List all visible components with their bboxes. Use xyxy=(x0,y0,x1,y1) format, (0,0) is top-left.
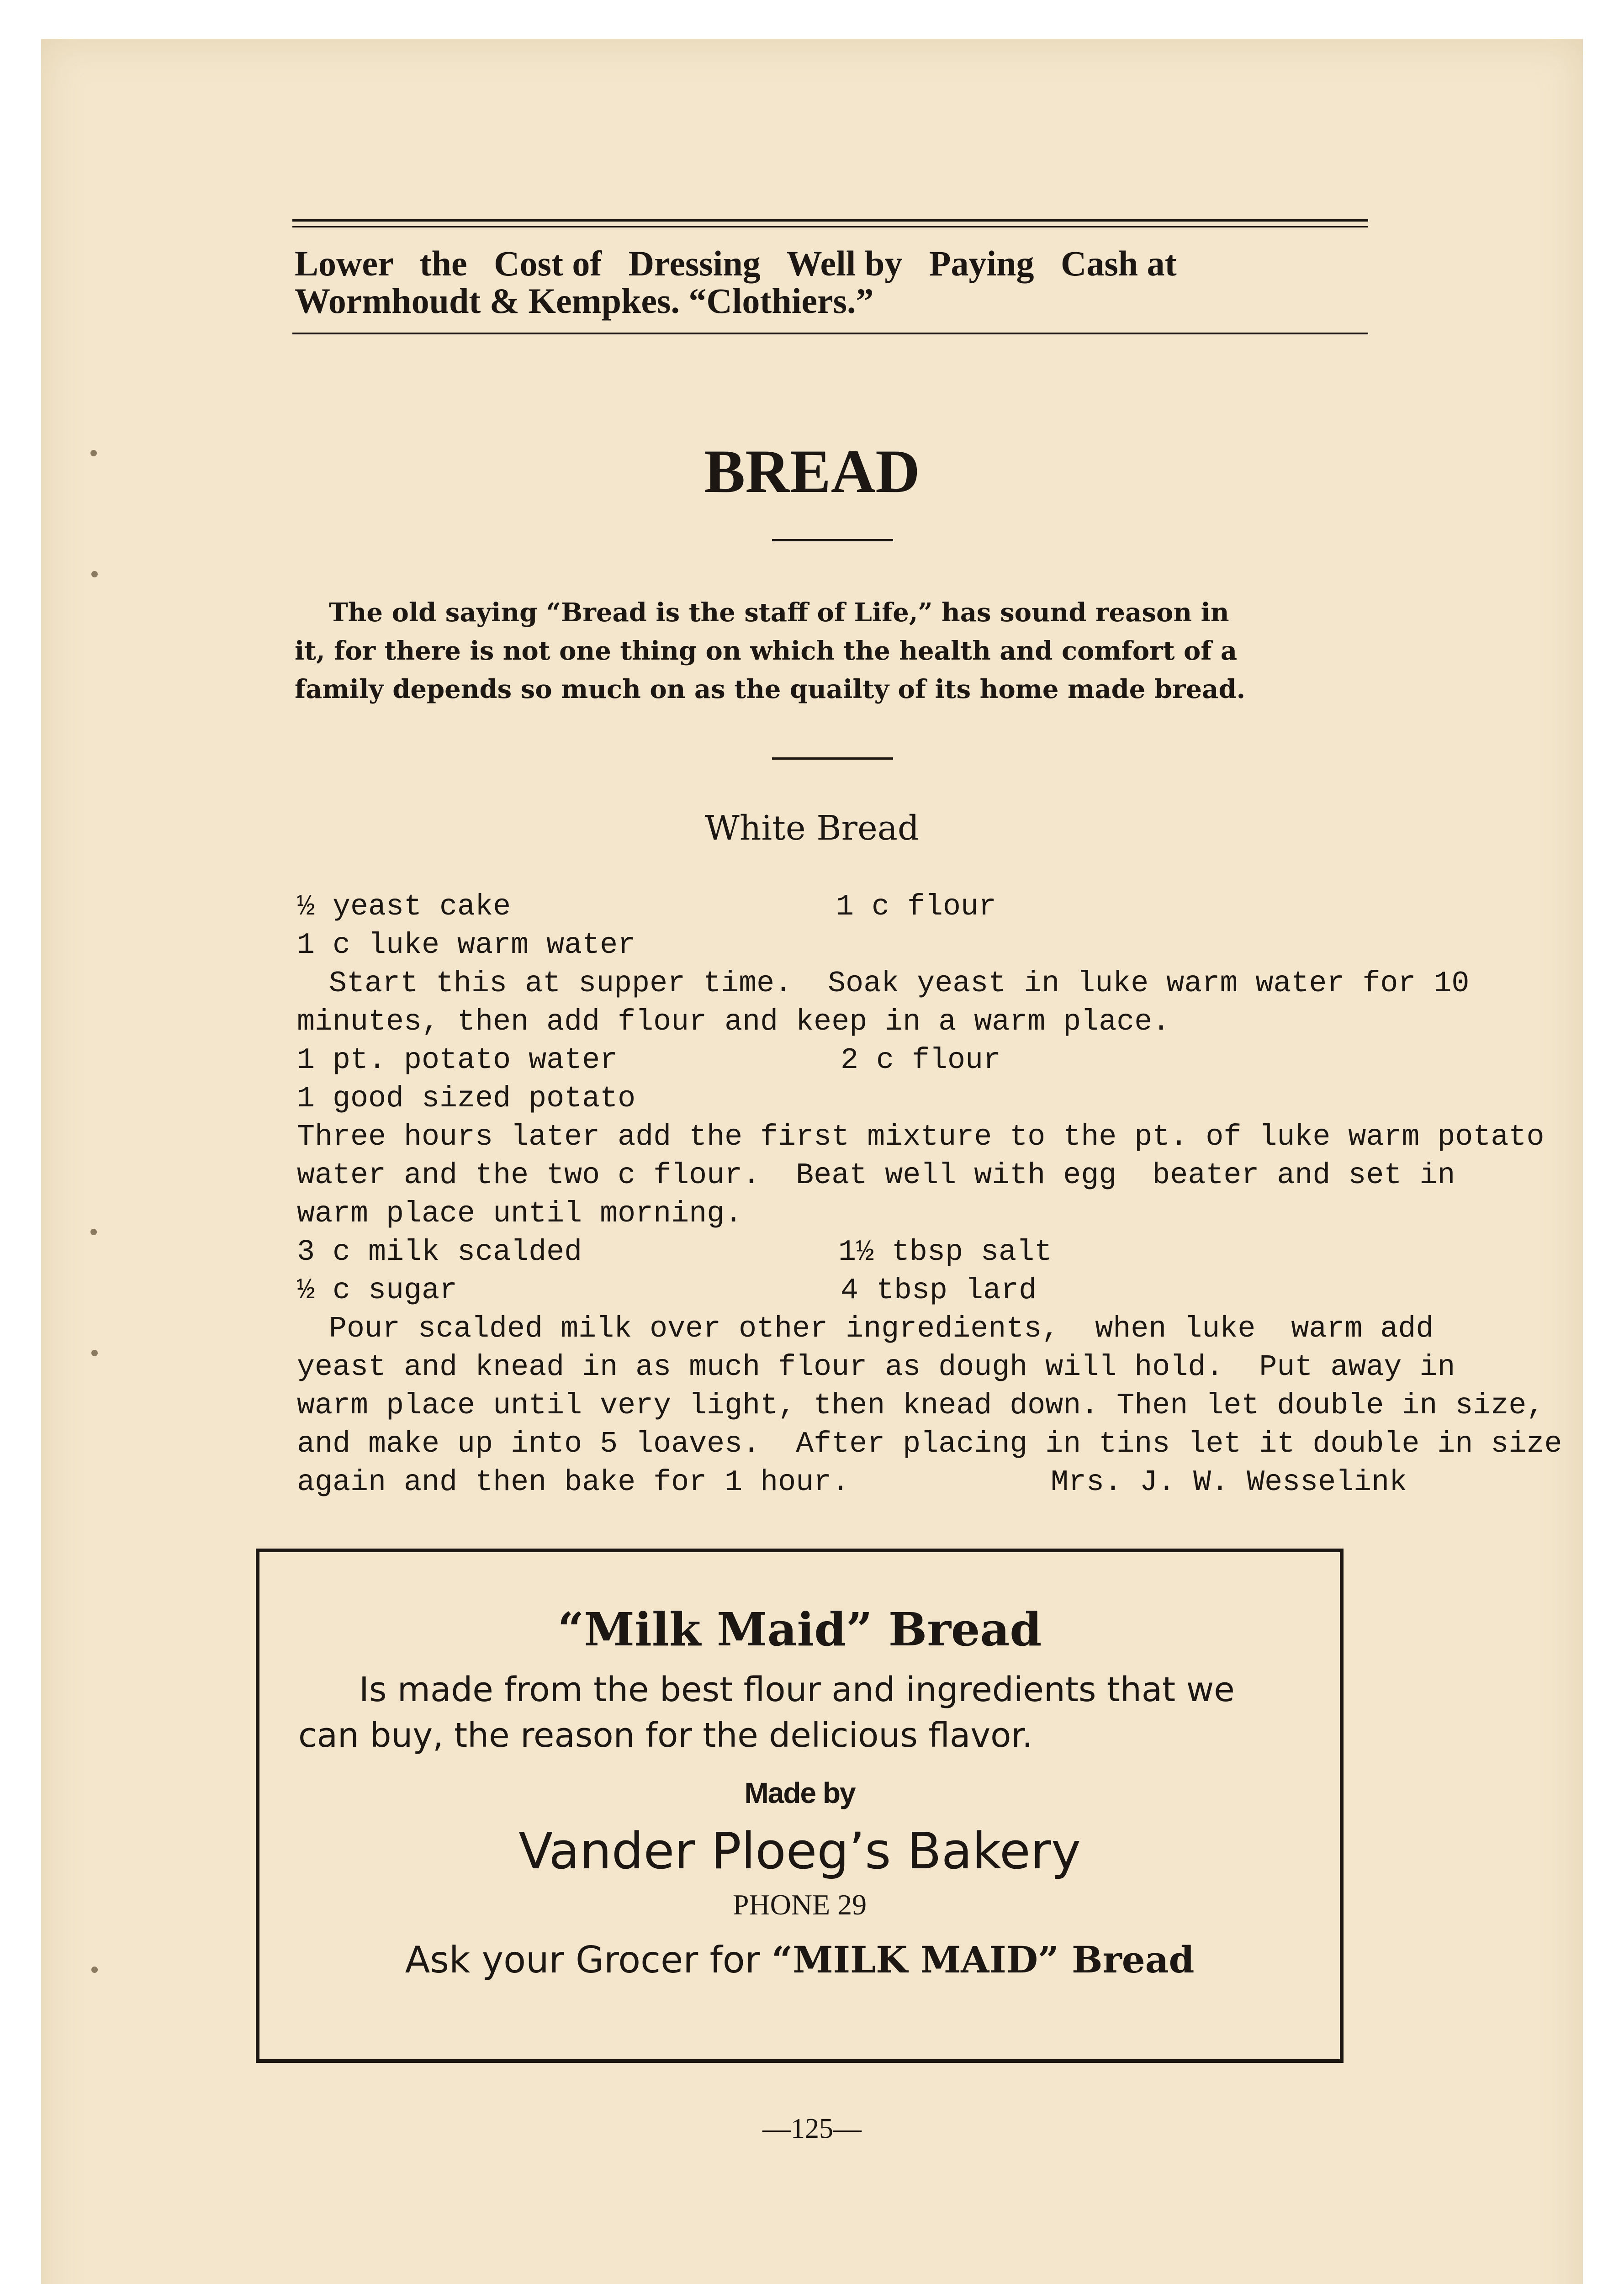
page-title: BREAD xyxy=(704,438,920,506)
advertisement-box xyxy=(256,1549,1344,2063)
recipe-title: White Bread xyxy=(704,809,920,848)
punch-hole xyxy=(91,571,98,577)
ad-bakery-name: Vander Ploeg’s Bakery xyxy=(518,1822,1081,1880)
header-top-rule xyxy=(292,219,1368,222)
ad-ask-prefix: Ask your Grocer for xyxy=(405,1939,772,1981)
ingredient: ½ c sugar xyxy=(297,1274,458,1307)
instruction-line: Start this at supper time. Soak yeast in luke warm water for 10 xyxy=(329,967,1470,1000)
ad-text-line-2: can buy, the reason for the delicious flavor. xyxy=(298,1716,1033,1755)
header-line-1: Lower the Cost of Dressing Well by Paying Cash at xyxy=(295,243,1177,283)
ingredient: 1 c luke warm water xyxy=(297,928,636,962)
intro-line-3: family depends so much on as the quailty of its home made bread. xyxy=(295,674,1246,704)
ad-made-by: Made by xyxy=(744,1776,855,1809)
ad-ask-line xyxy=(259,1938,1340,1981)
instruction-line: yeast and knead in as much flour as dough will hold. Put away in xyxy=(297,1350,1455,1384)
instruction-line: again and then bake for 1 hour. xyxy=(297,1465,850,1499)
ingredient: 1 c flour xyxy=(836,890,997,924)
title-divider xyxy=(772,539,893,541)
ingredient: 4 tbsp lard xyxy=(841,1274,1037,1307)
recipe-author: Mrs. J. W. Wesselink xyxy=(1051,1465,1407,1499)
instruction-line: warm place until morning. xyxy=(297,1197,743,1231)
intro-divider xyxy=(772,757,893,760)
ad-shadow-bottom xyxy=(260,2059,1344,2063)
ad-text-line-1: Is made from the best flour and ingredients that we xyxy=(359,1670,1235,1709)
intro-line-2: it, for there is not one thing on which the health and comfort of a xyxy=(295,636,1238,666)
instruction-line: water and the two c flour. Beat well with egg beater and set in xyxy=(297,1158,1455,1192)
intro-line-1: The old saying “Bread is the staff of Life,” has sound reason in xyxy=(329,597,1229,628)
ingredient: 2 c flour xyxy=(841,1043,1001,1077)
header-top-rule-2 xyxy=(292,226,1368,227)
instruction-line: and make up into 5 loaves. After placing in tins let it double in size xyxy=(297,1427,1562,1461)
instruction-line: minutes, then add flour and keep in a warm place. xyxy=(297,1005,1170,1039)
ad-title: “Milk Maid” Bread xyxy=(557,1602,1042,1656)
instruction-line: Pour scalded milk over other ingredients, when luke warm add xyxy=(329,1312,1434,1346)
punch-hole xyxy=(91,1967,98,1973)
ingredient: ½ yeast cake xyxy=(297,890,511,924)
punch-hole xyxy=(90,1229,97,1235)
ingredient: 1½ tbsp salt xyxy=(838,1235,1053,1269)
ingredient: 1 good sized potato xyxy=(297,1082,636,1116)
ingredient: 3 c milk scalded xyxy=(297,1235,582,1269)
header-line-2: Wormhoudt & Kempkes. “Clothiers.” xyxy=(295,281,874,321)
ad-ask-brand: “MILK MAID” Bread xyxy=(772,1938,1195,1981)
punch-hole xyxy=(91,1350,98,1356)
ad-phone: PHONE 29 xyxy=(732,1888,867,1921)
ad-shadow-right xyxy=(1340,1553,1344,2062)
header-bottom-rule xyxy=(292,333,1368,334)
page-number: —125— xyxy=(762,2113,862,2144)
ingredient: 1 pt. potato water xyxy=(297,1043,618,1077)
instruction-line: warm place until very light, then knead down. Then let double in size, xyxy=(297,1389,1545,1422)
instruction-line: Three hours later add the first mixture to the pt. of luke warm potato xyxy=(297,1120,1545,1154)
